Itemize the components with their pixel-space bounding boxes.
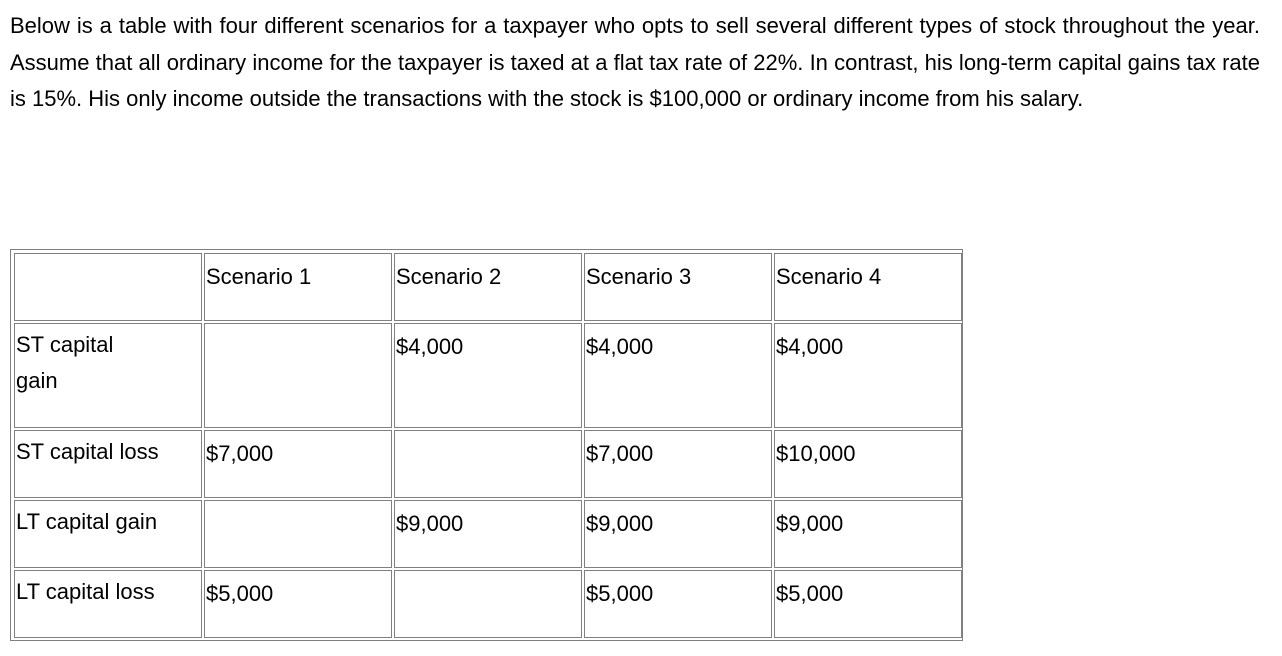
row-label-lt-capital-gain: LT capital gain bbox=[14, 500, 202, 568]
cell-lt-loss-scenario-4: $5,000 bbox=[774, 570, 962, 638]
header-scenario-4: Scenario 4 bbox=[774, 253, 962, 321]
cell-st-gain-scenario-3: $4,000 bbox=[584, 323, 772, 428]
row-label-st-capital-loss: ST capital loss bbox=[14, 430, 202, 498]
cell-st-loss-scenario-1: $7,000 bbox=[204, 430, 392, 498]
header-scenario-2: Scenario 2 bbox=[394, 253, 582, 321]
cell-st-loss-scenario-3: $7,000 bbox=[584, 430, 772, 498]
intro-paragraph: Below is a table with four different scenarios for a taxpayer who opts to sell several different types of stock throughout the year. Assume that all ordinary income for the taxpayer is taxed at a flat tax rate of 22%. In contrast, his long-term capital gains tax rate is 15%. His only income outside the transactions with the stock is $100,000 or ordinary income from his salary. bbox=[10, 13, 1260, 111]
cell-lt-gain-scenario-3: $9,000 bbox=[584, 500, 772, 568]
header-scenario-1: Scenario 1 bbox=[204, 253, 392, 321]
cell-lt-loss-scenario-1: $5,000 bbox=[204, 570, 392, 638]
table-row-st-capital-gain bbox=[14, 323, 962, 428]
table-row-lt-capital-gain bbox=[14, 500, 962, 568]
cell-lt-loss-scenario-2 bbox=[394, 570, 582, 638]
cell-lt-loss-scenario-3: $5,000 bbox=[584, 570, 772, 638]
cell-st-gain-scenario-4: $4,000 bbox=[774, 323, 962, 428]
cell-st-gain-scenario-2: $4,000 bbox=[394, 323, 582, 428]
table-row-lt-capital-loss bbox=[14, 570, 962, 638]
header-scenario-3: Scenario 3 bbox=[584, 253, 772, 321]
scenario-table-frame bbox=[10, 249, 963, 641]
cell-st-loss-scenario-4: $10,000 bbox=[774, 430, 962, 498]
row-label-lt-capital-loss: LT capital loss bbox=[14, 570, 202, 638]
cell-st-loss-scenario-2 bbox=[394, 430, 582, 498]
cell-st-gain-scenario-1 bbox=[204, 323, 392, 428]
scenario-table bbox=[12, 251, 964, 640]
cell-lt-gain-scenario-4: $9,000 bbox=[774, 500, 962, 568]
table-header-row bbox=[14, 253, 962, 321]
cell-lt-gain-scenario-1 bbox=[204, 500, 392, 568]
table-corner-cell bbox=[14, 253, 202, 321]
table-row-st-capital-loss bbox=[14, 430, 962, 498]
row-label-st-capital-gain: ST capital gain bbox=[14, 323, 202, 428]
cell-lt-gain-scenario-2: $9,000 bbox=[394, 500, 582, 568]
